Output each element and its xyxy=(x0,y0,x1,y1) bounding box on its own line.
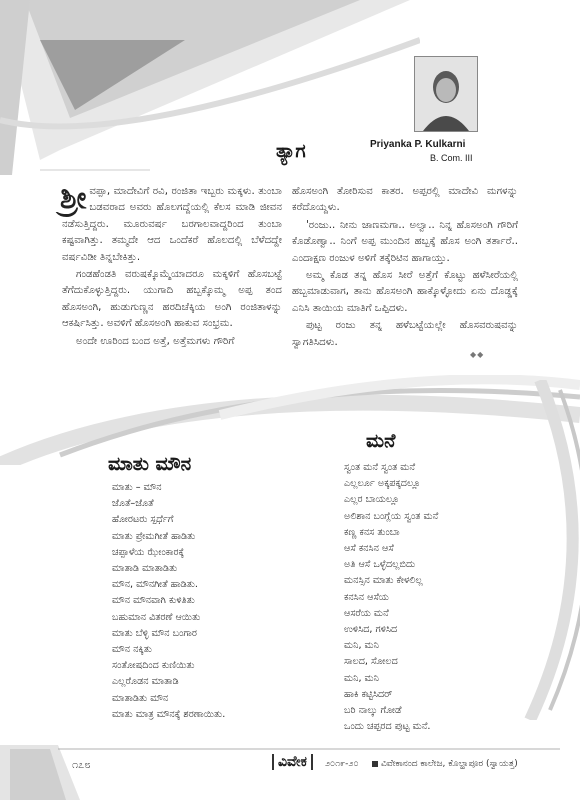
poem-line: ಮಾತು ಪ್ರೇಮಗೀತೆ ಹಾಡಿತು xyxy=(112,530,196,542)
poem-line: ಬಹುಮಾನ ವಿತರಣೆ ಆಯಿತು xyxy=(112,611,201,623)
poem-line: ಕನಸಿನ ಆಸೆಯ xyxy=(344,591,389,603)
story-right-column xyxy=(292,184,518,352)
end-mark: ◆◆ xyxy=(470,350,485,359)
poem-left-title: ಮಾತು ಮೌನ xyxy=(108,453,192,475)
magazine-name: ವಿವೇಕ xyxy=(272,754,313,770)
story-paragraph: ಅಂದೇ ಊರಿಂದ ಬಂದ ಅತ್ತೆ, ಅತ್ತೆಮಗಳು ಗೌರಿಗೆ xyxy=(76,335,235,347)
poem-line: ಮನಿ, ಮನಿ xyxy=(344,640,380,652)
story-paragraph: ಅಮ್ಮ ಕೊಡ ತನ್ನ ಹೊಸ ಸೀರೆ ಅತ್ತೆಗೆ ಕೊಟ್ಟು ಹಳೆಸೀರೆಯಲ್ಲಿ ಹಬ್ಬಮಾಡುವಾಗ, ತಾನು ಹೊಸಅಂಗಿ ಹಾಕ್ಕೊಳ್ಳೋದು ಏನು ದೊಡ್ಡಕ್ಕೆ ಎನಿಸಿ ತಾಯಿಯ ಮಾತಿಗೆ ಒಪ್ಪಿದಳು. xyxy=(292,270,518,314)
author-photo xyxy=(414,56,478,132)
poem-line: ಎಲ್ಲರ ಬಾಯಲ್ಲೂ xyxy=(344,494,400,506)
poem-line: ಜೊತೆ–ಜೊತೆ xyxy=(112,498,154,510)
poem-line: ಹಾಕಿ ಕಟ್ಟಿಸಿದರ್ xyxy=(344,688,393,700)
poem-line: ಬರಿ ನಾಲ್ಕು ಗೋಡೆ xyxy=(344,705,402,717)
square-bullet-icon xyxy=(372,761,378,767)
poem-line: ಮಾತು – ಮೌನ xyxy=(112,482,162,493)
story-paragraph: ಗಂಡಹೆಂಡತಿ ವರುಷಕ್ಕೊಮ್ಮೆಯಾದರೂ ಮಕ್ಕಳಿಗೆ ಹೊಸಬಟ್ಟೆ ತೆಗೆದುಕೊಳ್ಳುತ್ತಿದ್ದರು. ಯುಗಾದಿ ಹಬ್ಬಕ್ಕೊಮ್ಮ ಅಪ್ಪ ತಂದ ಹೊಸಅಂಗಿ, ಹುಡುಗುಣ್ಣನ ಹರದಿಚೆಕ್ಕಿಯ ಅಂಗಿ ರಂಜಿತಾಳನ್ನು ಆಕರ್ಷಿಸಿತ್ತು. ಅವಳಿಗೆ ಹೊಸಅಂಗಿ ಹಾಕುವ ಸಂಭ್ರಮ. xyxy=(62,269,282,330)
poem-line: ಮನಿ, ಮನಿ xyxy=(344,672,380,684)
poem-line: ಸಾಲದ, ಸೋಲದ xyxy=(344,656,398,668)
poem-line: ಆಸರೆಯ ಮನೆ xyxy=(344,607,389,619)
poem-line: ಎಲ್ಲರ್ಲೂ ಅಕ್ಕಪಕ್ಕದಲ್ಲೂ xyxy=(344,478,421,490)
author-class: B. Com. III xyxy=(430,153,473,163)
poem-left-lines xyxy=(112,480,225,723)
story-left-column xyxy=(60,181,282,351)
top-decoration xyxy=(0,0,420,175)
poem-right-title: ಮನೆ xyxy=(366,430,396,452)
right-arc-decoration xyxy=(470,380,580,720)
author-name: Priyanka P. Kulkarni xyxy=(370,139,466,150)
poem-line: ಹೋರಟರು ಸ್ಪರ್ಧೆಗೆ xyxy=(112,514,174,526)
poem-line: ಕಣ್ಣ ಕನಸ ತುಂಬಾ xyxy=(344,526,400,538)
poem-line: ಎಲ್ಲರೊಡನ ಮಾತಾಡಿ xyxy=(112,676,179,688)
poem-line: ಮೌನ, ಮೌನಗೀತೆ ಹಾಡಿತು. xyxy=(112,579,198,591)
story-paragraph: ಶ್ರೀ ವಪ್ಪಾ, ಮಾದೇವಿಗೆ ರವಿ, ರಂಜಿತಾ ಇಬ್ಬರು ಮಕ್ಕಳು. ತುಂಬಾ ಬಡವರಾದ ಅವರು ಹೊಲಗದ್ದೆಯಲ್ಲಿ ಕೆಲಸ ಮಾಡಿ ಜೀವನ ನಡೆಸುತ್ತಿದ್ದರು. ಮೂರುವರ್ಷ ಬರಗಾಲವಾದ್ದರಿಂದ ತುಂಬಾ ಕಷ್ಟವಾಗಿತ್ತು. ತಮ್ಮದೇ ಆದ ಒಂದೆಕರೆ ಹೊಲದಲ್ಲಿ ಬೆಳೆದದ್ದೇ ವರ್ಷವಿಡೀ ತಿನ್ನಬೇಕಿತ್ತು. xyxy=(60,181,282,263)
poem-line: ಮಾತು ಮಾತ್ರ ಮೌನಕ್ಕೆ ಶರಣಾಯಿತು. xyxy=(112,708,226,720)
poem-line: ಸಂತೋಷದಿಂದ ಕುಣಿಯಿತು xyxy=(112,660,195,672)
poem-line: ಮಾತಾಡಿತು ಮೌನ xyxy=(112,692,169,704)
story-paragraph: 'ರಂಜು.. ನೀನು ಜಾಣಮಗಾ.. ಅಲ್ವಾ.. ನಿನ್ನ ಹೊಸಅಂಗಿ ಗೌರಿಗೆ ಕೊಡೊಣ್ವಾ.. ನಿಂಗೆ ಅಪ್ಪ ಮುಂದಿನ ಹಬ್ಬಕ್ಕೆ ಹೊಸ ಅಂಗಿ ತರ್ತಾರೆ.. ಎಂದಾಕ್ಷಣ ರಂಜುಳ ಅಳಿಗೆ ತಕ್ಕೆರಿಟಿನ ಹಾಗಾಯ್ತು. xyxy=(292,219,518,264)
poem-right-lines xyxy=(344,460,438,735)
article-title: ತ್ಯಾಗ xyxy=(276,140,306,162)
issue-year: ೨೦೧೯-೨೦ xyxy=(325,759,359,769)
drop-cap: ಶ್ರೀ xyxy=(60,181,87,216)
poem-line: ಮನಸ್ಸಿನ ಮಾತು ಕೇಳಲಿಲ್ಲ xyxy=(344,575,423,587)
poem-line: ಸ್ವಂತ ಮನೆ ಸ್ವಂತ ಮನೆ xyxy=(344,462,416,473)
poem-line: ಉಳಿಸಿದ, ಗಳಿಸಿದ xyxy=(344,624,398,636)
poem-line: ಮೌನ ನಕ್ಕಿತು xyxy=(112,644,152,656)
poem-line: ಮಾತಾಡಿ ಮಾತಾಡಿತು xyxy=(112,563,178,575)
story-paragraph: ಪುಟ್ಟ ರಂಜು ತನ್ನ ಹಳೆಬಟ್ಟೆಯಲ್ಲೇ ಹೊಸವರುಷವನ್ನು ಸ್ವಾಗತಿಸಿದಳು. xyxy=(292,320,518,348)
poem-line: ಚಪ್ಪಾಳೆಯ ಝೇಂಕಾರಕ್ಕೆ xyxy=(112,546,185,558)
poem-line: ಅತಿ ಆಸೆ ಒಳ್ಳೆದಲ್ಲಬಿದು xyxy=(344,559,416,571)
poem-line: ಮಾತು ಬೆಳ್ಳಿ ಮೌನ ಬಂಗಾರ xyxy=(112,627,197,639)
poem-line: ಮೌನ ಮೌನವಾಗಿ ಕುಳಿತಿತು xyxy=(112,595,195,607)
page-number: ೧೭೮ xyxy=(72,758,91,771)
story-paragraph: ಹೊಸಅಂಗಿ ತೋರಿಸುವ ಕಾತರ. ಅಪ್ಪರಲ್ಲಿ ಮಾದೇವಿ ಮಗಳನ್ನು ಕರೆದೊಯ್ದಳು. xyxy=(292,186,518,214)
college-name: ವಿವೇಕಾನಂದ ಕಾಲೇಜ, ಕೊಲ್ಹಾಪೂರ (ಸ್ವಾಯತ್ತ) xyxy=(372,759,518,769)
poem-line: ಆಸೆ ಕನಸಿನ ಆಸೆ xyxy=(344,543,394,555)
poem-line: ಒಂದು ಚಪ್ಪರದ ಪುಟ್ಟ ಮನೆ. xyxy=(344,721,431,733)
poem-line: ಅಲಿಶಾನ ಬಂಗ್ಲೆಯ ಸ್ವಂತ ಮನೆ xyxy=(344,510,439,522)
